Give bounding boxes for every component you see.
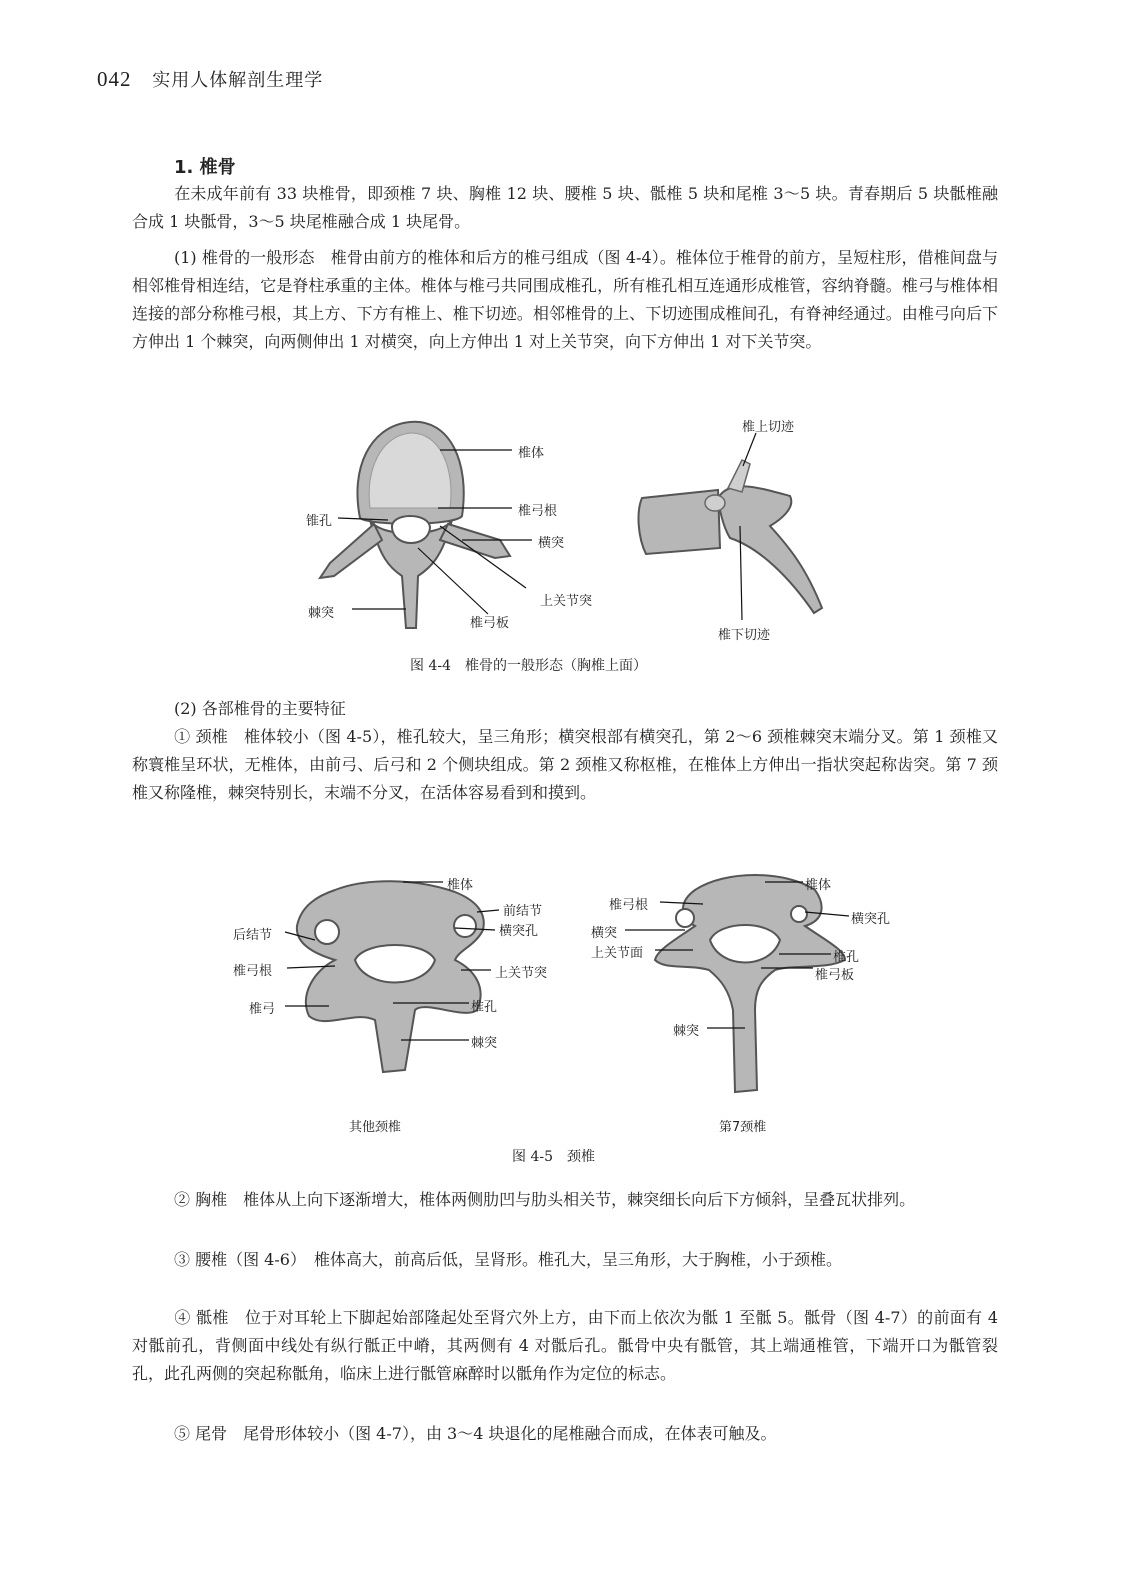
label-superior-notch: 椎上切迹 xyxy=(742,420,795,435)
figure-4-5-right-title: 第7颈椎 xyxy=(719,1120,767,1135)
figure-4-5 xyxy=(225,860,925,1140)
label-pedicle: 椎弓根 xyxy=(518,504,558,519)
label-c-arch: 椎弓 xyxy=(249,1002,276,1017)
label-c-transverse-foramen: 横突孔 xyxy=(499,924,539,939)
label-c-spinous: 棘突 xyxy=(471,1036,498,1051)
paragraph-2: (1) 椎骨的一般形态 椎骨由前方的椎体和后方的椎弓组成（图 4-4）。椎体位于椎骨的前方，呈短柱形，借椎间盘与相邻椎骨相连结，它是脊柱承重的主体。椎体与椎弓共同围成椎孔，所有椎孔相互连通形成椎管，容纳脊髓。椎弓与椎体相连接的部分称椎弓根，其上方、下方有椎上、椎下切迹。相邻椎骨的上、下切迹围成椎间孔，有脊神经通过。由椎弓向后下方伸出 1 个棘突，向两侧伸出 1 对横突，向上方伸出 1 对上关节突，向下方伸出 1 对下关节突。 xyxy=(132,248,998,351)
paragraph-5: ② 胸椎 椎体从上向下逐渐增大，椎体两侧肋凹与肋头相关节，棘突细长向后下方倾斜，呈叠瓦状排列。 xyxy=(174,1190,916,1209)
label-c7-spinous: 棘突 xyxy=(673,1024,700,1039)
figure-4-4 xyxy=(290,408,850,648)
paragraph-4: ① 颈椎 椎体较小（图 4-5），椎孔较大，呈三角形；横突根部有横突孔，第 2～6 颈椎棘突末端分叉。第 1 颈椎又称寰椎呈环状，无椎体，由前弓、后弓和 2 个侧块组成。第 2 颈椎又称枢椎，在椎体上方伸出一指状突起称齿突。第 7 颈椎又称隆椎，棘突特别长，末端不分叉，在活体容易看到和摸到。 xyxy=(132,727,998,802)
label-c-foramen: 椎孔 xyxy=(471,1000,498,1015)
label-c-anterior-tubercle: 前结节 xyxy=(503,904,543,919)
page-header xyxy=(97,66,323,92)
label-c7-pedicle: 椎弓根 xyxy=(609,898,649,913)
label-inferior-notch: 椎下切迹 xyxy=(718,628,771,643)
paragraph-1: 在未成年前有 33 块椎骨，即颈椎 7 块、胸椎 12 块、腰椎 5 块、骶椎 5 块和尾椎 3～5 块。青春期后 5 块骶椎融合成 1 块骶骨，3～5 块尾椎融合成 1 块尾骨。 xyxy=(132,184,998,231)
figure-4-4-drawing xyxy=(290,408,850,648)
figure-4-5-left-title: 其他颈椎 xyxy=(349,1120,402,1135)
label-c7-body: 椎体 xyxy=(805,878,832,893)
label-vertebral-foramen: 锥孔 xyxy=(306,514,333,529)
figure-4-4-caption: 图 4-4 椎骨的一般形态（胸椎上面） xyxy=(410,658,647,674)
paragraph-8: ⑤ 尾骨 尾骨形体较小（图 4-7），由 3～4 块退化的尾椎融合而成，在体表可触及。 xyxy=(174,1424,777,1443)
figure-4-5-caption: 图 4-5 颈椎 xyxy=(512,1149,595,1165)
label-superior-articular-process: 上关节突 xyxy=(540,594,593,609)
label-c-pedicle: 椎弓根 xyxy=(233,964,273,979)
paragraph-3: (2) 各部椎骨的主要特征 xyxy=(174,699,346,718)
label-transverse-process: 横突 xyxy=(538,536,565,551)
label-c7-lamina: 椎弓板 xyxy=(815,968,855,983)
page-number: 042 xyxy=(97,67,132,91)
label-c7-transverse-foramen: 横突孔 xyxy=(851,912,891,927)
thoracic-vertebra-superior-view xyxy=(320,422,532,628)
label-c-superior-articular: 上关节突 xyxy=(495,966,548,981)
label-c7-foramen: 椎孔 xyxy=(833,950,860,965)
paragraph-7: ④ 骶椎 位于对耳轮上下脚起始部隆起处至肾穴外上方，由下而上依次为骶 1 至骶 5。骶骨（图 4-7）的前面有 4 对骶前孔，背侧面中线处有纵行骶正中嵴，其两侧有 4 对骶后孔。骶骨中央有骶管，其上端通椎管，下端开口为骶管裂孔，此孔两侧的突起称骶角，临床上进行骶管麻醉时以骶角作为定位的标志。 xyxy=(132,1308,998,1383)
cervical-vertebra-typical xyxy=(285,881,499,1072)
paragraph-6: ③ 腰椎（图 4-6） 椎体高大，前高后低，呈肾形。椎孔大，呈三角形，大于胸椎，小于颈椎。 xyxy=(174,1250,842,1269)
label-c7-transverse: 横突 xyxy=(591,926,618,941)
book-title: 实用人体解剖生理学 xyxy=(152,70,324,91)
figure-4-5-drawing xyxy=(225,860,925,1140)
label-vertebral-body: 椎体 xyxy=(518,446,545,461)
thoracic-vertebra-lateral-view xyxy=(639,433,822,620)
label-spinous-process: 棘突 xyxy=(308,606,335,621)
section-title: 1. 椎骨 xyxy=(174,157,236,178)
label-lamina: 椎弓板 xyxy=(470,616,510,631)
cervical-vertebra-c7 xyxy=(625,875,849,1092)
label-c-body: 椎体 xyxy=(447,878,474,893)
label-c-posterior-tubercle: 后结节 xyxy=(233,928,273,943)
label-c7-superior-facet: 上关节面 xyxy=(591,946,644,961)
